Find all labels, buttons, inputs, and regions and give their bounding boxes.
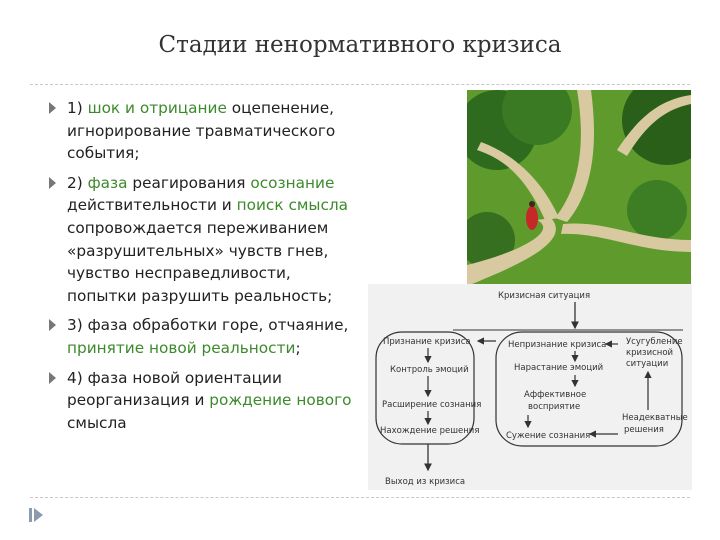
highlighted-text: шок и отрицание — [87, 99, 227, 117]
next-slide-icon[interactable] — [34, 508, 43, 522]
highlighted-text: рождение нового — [209, 391, 352, 410]
bullet-arrow-icon — [49, 102, 56, 114]
bullet-text-segment: реагирования — [127, 173, 251, 192]
bullet-text-segment: ; — [295, 338, 301, 357]
left-step: Нахождение решения — [380, 426, 480, 436]
bullet-text-segment: 2) — [67, 173, 88, 192]
right-step: решения — [624, 425, 664, 435]
bullet-text — [67, 316, 348, 357]
right-step: кризисной — [626, 348, 674, 358]
highlighted-text: осознание — [250, 173, 335, 192]
bullet-text-segment: 3) фаза обработки горе, отчаяние, — [67, 316, 349, 335]
crisis-diagram — [368, 284, 692, 490]
right-step: Неадекватные — [622, 413, 688, 423]
mid-step: Нарастание эмоций — [514, 363, 604, 373]
right-step: Усугубление — [626, 337, 683, 347]
bullet-text-segment: 4) фаза новой ориентации реорганизация и — [67, 368, 282, 410]
bullet-text-segment: 1) — [67, 99, 88, 117]
highlighted-text: фаза — [87, 173, 128, 192]
mid-step: Аффективное — [524, 390, 587, 400]
bullet-item — [45, 367, 363, 435]
highlighted-text: поиск смысла — [236, 196, 349, 215]
bullet-arrow-icon — [49, 177, 56, 189]
left-step: Признание кризиса — [383, 337, 471, 347]
top-divider — [30, 84, 690, 85]
bullet-arrow-icon — [49, 319, 56, 331]
mid-step: Сужение сознания — [506, 431, 591, 441]
bullet-text-segment: смысла — [67, 413, 127, 432]
bottom-divider — [30, 497, 690, 498]
nav-bar-icon[interactable] — [29, 508, 32, 522]
bullet-list — [45, 97, 363, 441]
bullet-text-segment: сопровождается переживанием «разрушительных» чувств гнев, чувство несправедливости, попытки разрушить реальность; — [67, 218, 333, 305]
highlighted-text: принятие новой реальности — [67, 338, 296, 357]
left-step: Расширение сознания — [382, 400, 482, 410]
slide-title: Стадии ненормативного кризиса — [158, 32, 562, 58]
bullet-text — [67, 99, 335, 162]
diagram-bottom-label: Выход из кризиса — [385, 477, 466, 487]
bullet-item — [45, 97, 363, 165]
bullet-text-segment: действительности и — [67, 196, 237, 215]
crossroads-photo — [467, 90, 691, 286]
bullet-item — [45, 172, 363, 308]
mid-step: Непризнание кризиса — [508, 340, 607, 350]
bullet-arrow-icon — [49, 372, 56, 384]
bullet-text-segment: оцепенение, игнорирование травматического события; — [67, 99, 336, 163]
bullet-text — [67, 174, 348, 305]
right-step: ситуации — [626, 359, 669, 369]
left-step: Контроль эмоций — [390, 365, 469, 375]
diagram-top-label: Кризисная ситуация — [498, 291, 591, 301]
bullet-text — [67, 369, 351, 432]
bullet-item — [45, 314, 363, 359]
mid-step: восприятие — [528, 402, 581, 412]
